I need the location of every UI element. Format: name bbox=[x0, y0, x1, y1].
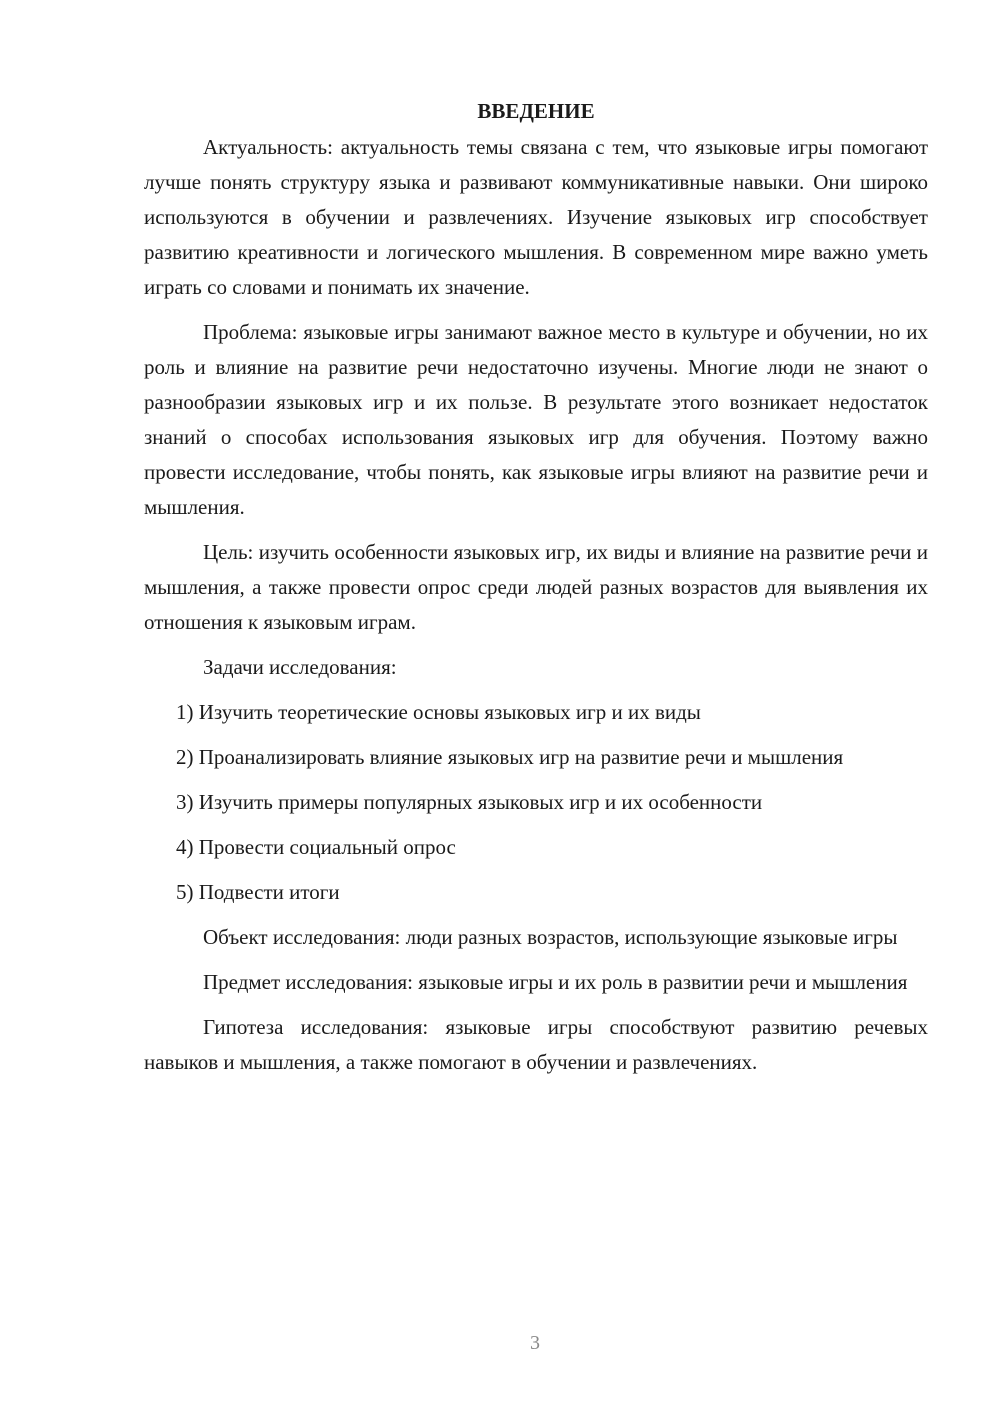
task-item-4: 4) Провести социальный опрос bbox=[176, 835, 456, 859]
hypothesis-paragraph: Гипотеза исследования: языковые игры способствуют развитию речевых навыков и мышления, а также помогают в обучении и развлечениях. bbox=[144, 1015, 928, 1074]
section-title: ВВЕДЕНИЕ bbox=[477, 99, 595, 123]
document-page bbox=[144, 92, 928, 1090]
task-item-1: 1) Изучить теоретические основы языковых игр и их виды bbox=[176, 700, 701, 724]
page-number: 3 bbox=[530, 1332, 540, 1354]
tasks-heading: Задачи исследования: bbox=[203, 655, 397, 679]
task-item-2: 2) Проанализировать влияние языковых игр на развитие речи и мышления bbox=[176, 745, 844, 769]
task-item-5: 5) Подвести итоги bbox=[176, 880, 340, 904]
subject-paragraph: Предмет исследования: языковые игры и их роль в развитии речи и мышления bbox=[203, 970, 908, 994]
relevance-paragraph: Актуальность: актуальность темы связана с тем, что языковые игры помогают лучше понять структуру языка и развивают коммуникативные навыки. Они широко используются в обучении и развлечениях. Изучение языковых игр способствует развитию креативности и логического мышления. В современном мире важно уметь играть со словами и понимать их значение. bbox=[144, 135, 928, 299]
task-item-3: 3) Изучить примеры популярных языковых игр и их особенности bbox=[176, 790, 763, 814]
goal-paragraph: Цель: изучить особенности языковых игр, их виды и влияние на развитие речи и мышления, а также провести опрос среди людей разных возрастов для выявления их отношения к языковым играм. bbox=[144, 540, 928, 634]
object-paragraph: Объект исследования: люди разных возрастов, использующие языковые игры bbox=[203, 925, 898, 949]
problem-paragraph: Проблема: языковые игры занимают важное место в культуре и обучении, но их роль и влияние на развитие речи недостаточно изучены. Многие люди не знают о разнообразии языковых игр и их пользе. В результате этого возникает недостаток знаний о способах использования языковых игр для обучения. Поэтому важно провести исследование, чтобы понять, как языковые игры влияют на развитие речи и мышления. bbox=[144, 320, 928, 519]
